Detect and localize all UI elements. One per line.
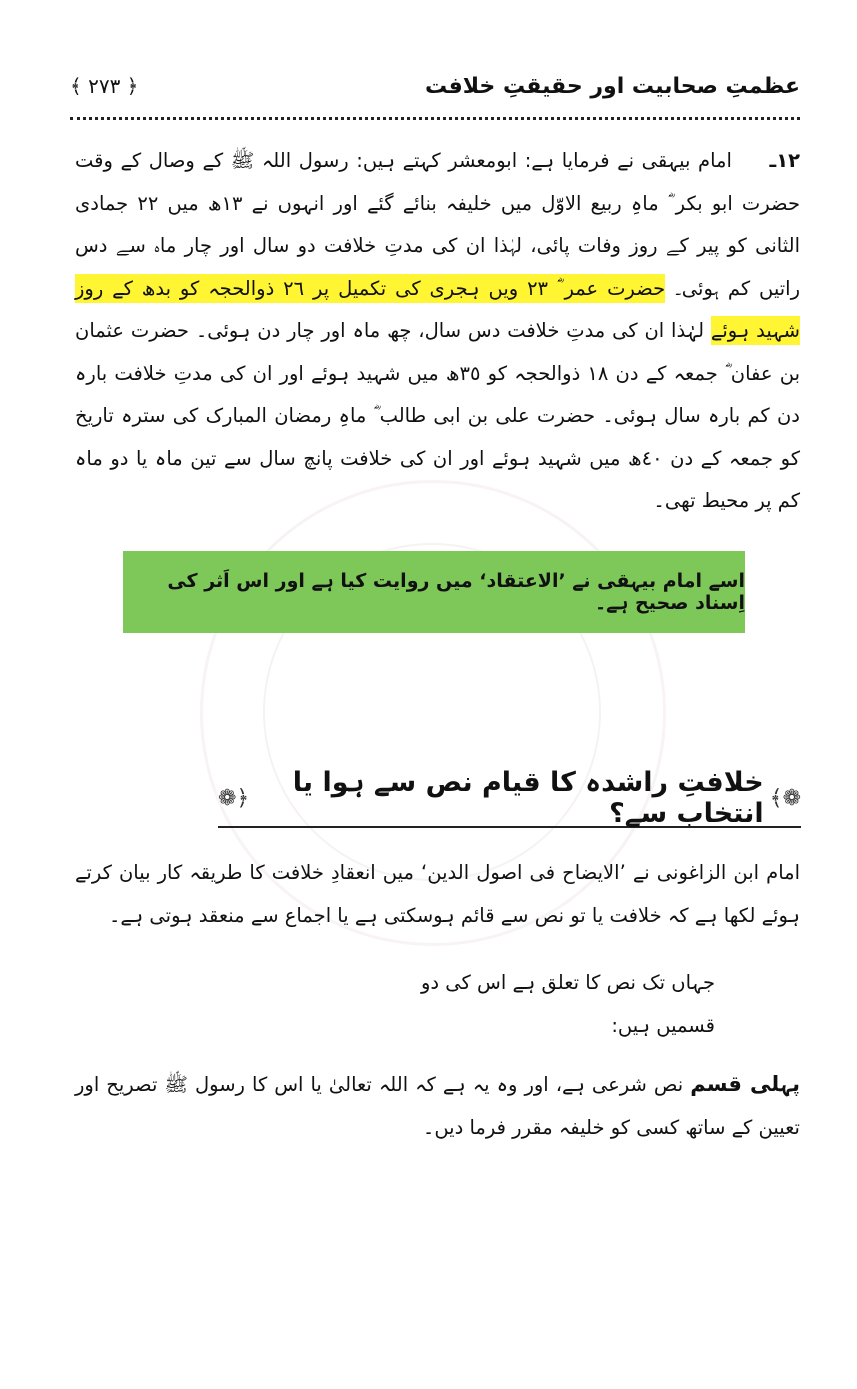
page-header (70, 62, 800, 110)
section-heading (218, 767, 801, 829)
paragraph-text: امام بیہقی نے فرمایا ہے: ابومعشر کہتے ہیں: رسول اللہ ﷺ کے وصال کے وقت حضرت ابو بکر ؓ ماہِ ربیع الاوّل میں خلیفہ بنائے گئے اور انہوں نے ١٣ھ میں ٢٢ جمادی الثانی کو پیر کے روز وفات پائی، لہٰذا ان کی مدتِ خلافت دو سال اور چار ماہ سے دس راتیں کم ہوئی۔ (75, 149, 801, 300)
book-title: عظمتِ صحابیت اور حقیقتِ خلافت (425, 73, 800, 99)
first-type-text: نص شرعی ہے، اور وہ یہ ہے کہ اللہ تعالیٰ یا اس کا رسول ﷺ تصریح اور تعیین کے ساتھ کسی کو خلیفہ مقرر فرما دیں۔ (75, 1073, 800, 1139)
heading-ornament-left: ﴿❁ (218, 785, 250, 811)
first-type-lead: پہلی قسم (690, 1072, 800, 1096)
paragraph-first-type (75, 1063, 800, 1149)
header-divider (70, 117, 800, 120)
reference-note-box (123, 551, 745, 633)
paragraph-number: ١٢ـ (769, 149, 800, 172)
reference-note-text: اسے امام بیہقی نے ’الاعتقاد‘ میں روایت کیا ہے اور اس اَثر کی اِسناد صحیح ہے۔ (167, 570, 745, 614)
paragraph-12 (75, 140, 800, 523)
section-heading-text: خلافتِ راشدہ کا قیام نص سے ہوا یا انتخاب سے؟ (292, 767, 764, 829)
paragraph-ibn-zaghuni: امام ابن الزاغونی نے ’الایضاح فی اصول الدین‘ میں انعقادِ خلافت کا طریقہ کار بیان کرتے ہوئے لکھا ہے کہ خلافت یا تو نص سے قائم ہوسکتی ہے یا اجماع سے منعقد ہوتی ہے۔ (75, 861, 800, 927)
paragraph-nass-types: جہاں تک نص کا تعلق ہے اس کی دو قسمیں ہیں: (420, 971, 715, 1037)
page-number: ﴿ ٢٧٣ ﴾ (70, 74, 139, 98)
paragraph-text-continued: لہٰذا ان کی مدتِ خلافت دس سال، چھ ماہ اور چار دن ہوئی۔ حضرت عثمان بن عفان ؓ جمعہ کے دن ١٨ ذوالحجہ کو ٣٥ھ میں شہید ہوئے اور ان کی مدتِ خلافت بارہ دن کم بارہ سال ہوئی۔ حضرت علی بن ابی طالب ؓ ماہِ رمضان المبارک کی سترہ تاریخ کو جمعہ کے دن ٤٠ھ میں شہید ہوئے اور ان کی خلافت پانچ سال سے تین ماہ یا دو ماہ کم پر محیط تھی۔ (75, 319, 800, 512)
highlighted-text: حضرت عمر ؓ ٢٣ ویں ہجری کی تکمیل پر ٢٦ ذوالحجہ کو بدھ کے روز شہید ہوئے (75, 274, 800, 346)
heading-ornament-right: ❁﴾ (769, 785, 801, 811)
